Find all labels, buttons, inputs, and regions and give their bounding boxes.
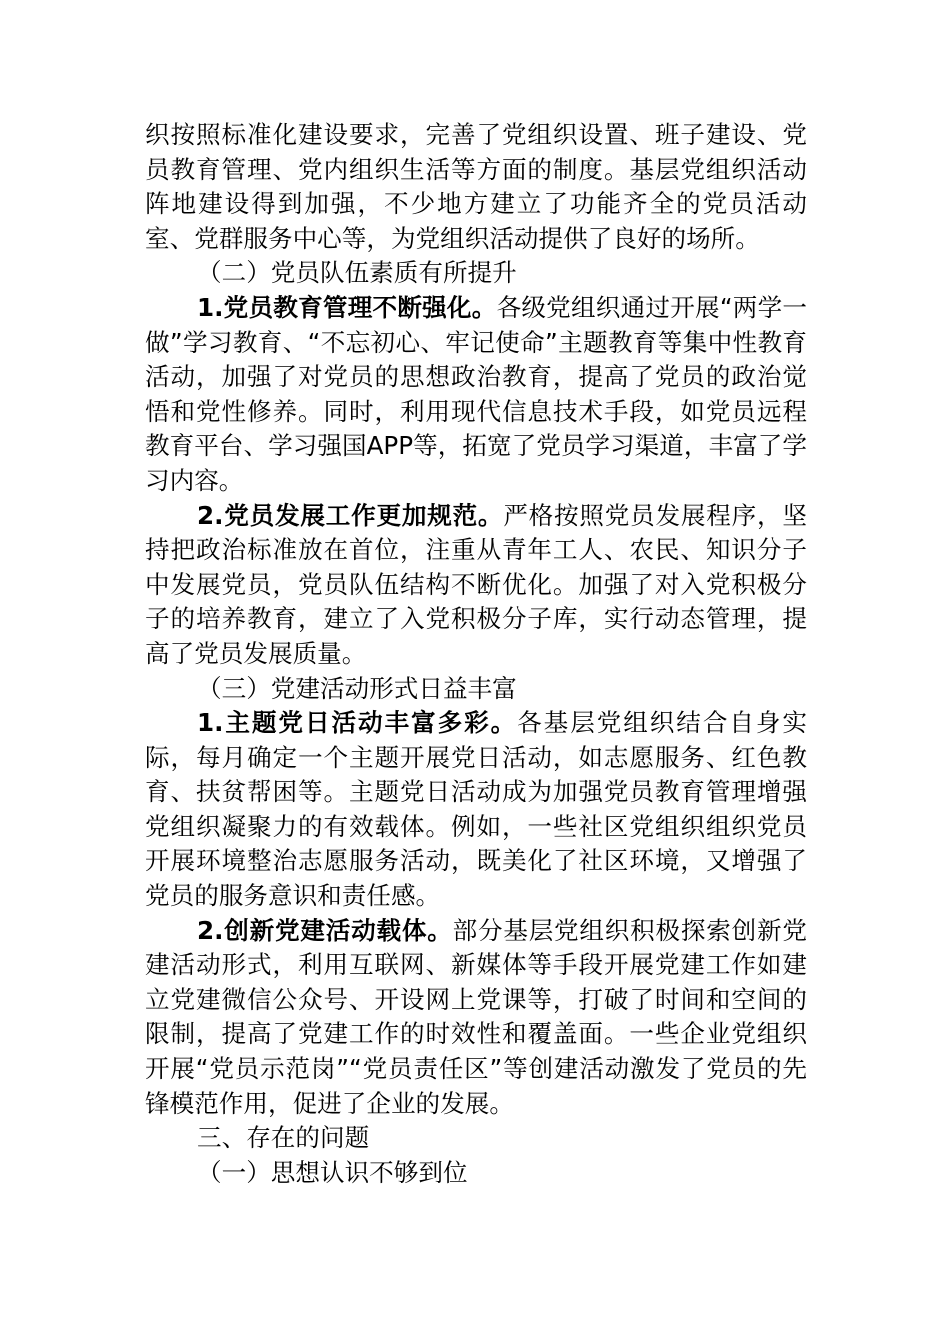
paragraph-continuation: 织按照标准化建设要求，完善了党组织设置、班子建设、党员教育管理、党内组织生活等方面的制度。基层党组织活动阵地建设得到加强，不少地方建立了功能齐全的党员活动室、党群服务中心等，为党组织活动提供了良好的场所。: [145, 120, 807, 253]
paragraph-text: 严格按照党员发展程序，坚持把政治标准放在首位，注重从青年工人、农民、知识分子中发展党员，党员队伍结构不断优化。加强了对入党积极分子的培养教育，建立了入党积极分子库，实行动态管理，提高了党员发展质量。: [145, 500, 807, 668]
paragraph-lead: 2.创新党建活动载体。: [197, 915, 453, 945]
paragraph-innovation-carrier: [145, 914, 807, 1122]
document-body: [145, 118, 807, 1190]
paragraph-lead: 1.主题党日活动丰富多彩。: [197, 708, 518, 738]
paragraph-lead: 2.党员发展工作更加规范。: [197, 500, 504, 530]
section-heading-party-member-quality: （二）党员队伍素质有所提升: [197, 258, 517, 288]
paragraph-text: 部分基层党组织积极探索创新党建活动形式，利用互联网、新媒体等手段开展党建工作如建立党建微信公众号、开设网上党课等，打破了时间和空间的限制，提高了党建工作的时效性和覆盖面。一些企业党组织开展“党员示范岗”“党员责任区”等创建活动激发了党员的先锋模范作用，促进了企业的发展。: [145, 915, 807, 1118]
paragraph-education-management: [145, 291, 807, 499]
section-heading-activity-forms: （三）党建活动形式日益丰富: [197, 673, 517, 703]
paragraph-text: 各级党组织通过开展“两学一做”学习教育、“不忘初心、牢记使命”主题教育等集中性教育活动，加强了对党员的思想政治教育，提高了党员的政治觉悟和党性修养。同时，利用现代信息技术手段，如党员远程教育平台、学习强国APP等，拓宽了党员学习渠道，丰富了学习内容。: [145, 292, 807, 495]
paragraph-member-development: [145, 499, 807, 672]
paragraph-theme-party-day: [145, 706, 807, 914]
section-heading-problems: 三、存在的问题: [197, 1123, 370, 1153]
section-heading-awareness: （一）思想认识不够到位: [197, 1157, 468, 1187]
paragraph-text: 各基层党组织结合自身实际，每月确定一个主题开展党日活动，如志愿服务、红色教育、扶贫帮困等。主题党日活动成为加强党员教育管理增强党组织凝聚力的有效载体。例如，一些社区党组织组织党员开展环境整治志愿服务活动，既美化了社区环境，又增强了党员的服务意识和责任感。: [145, 708, 807, 911]
paragraph-lead: 1.党员教育管理不断强化。: [197, 292, 497, 322]
